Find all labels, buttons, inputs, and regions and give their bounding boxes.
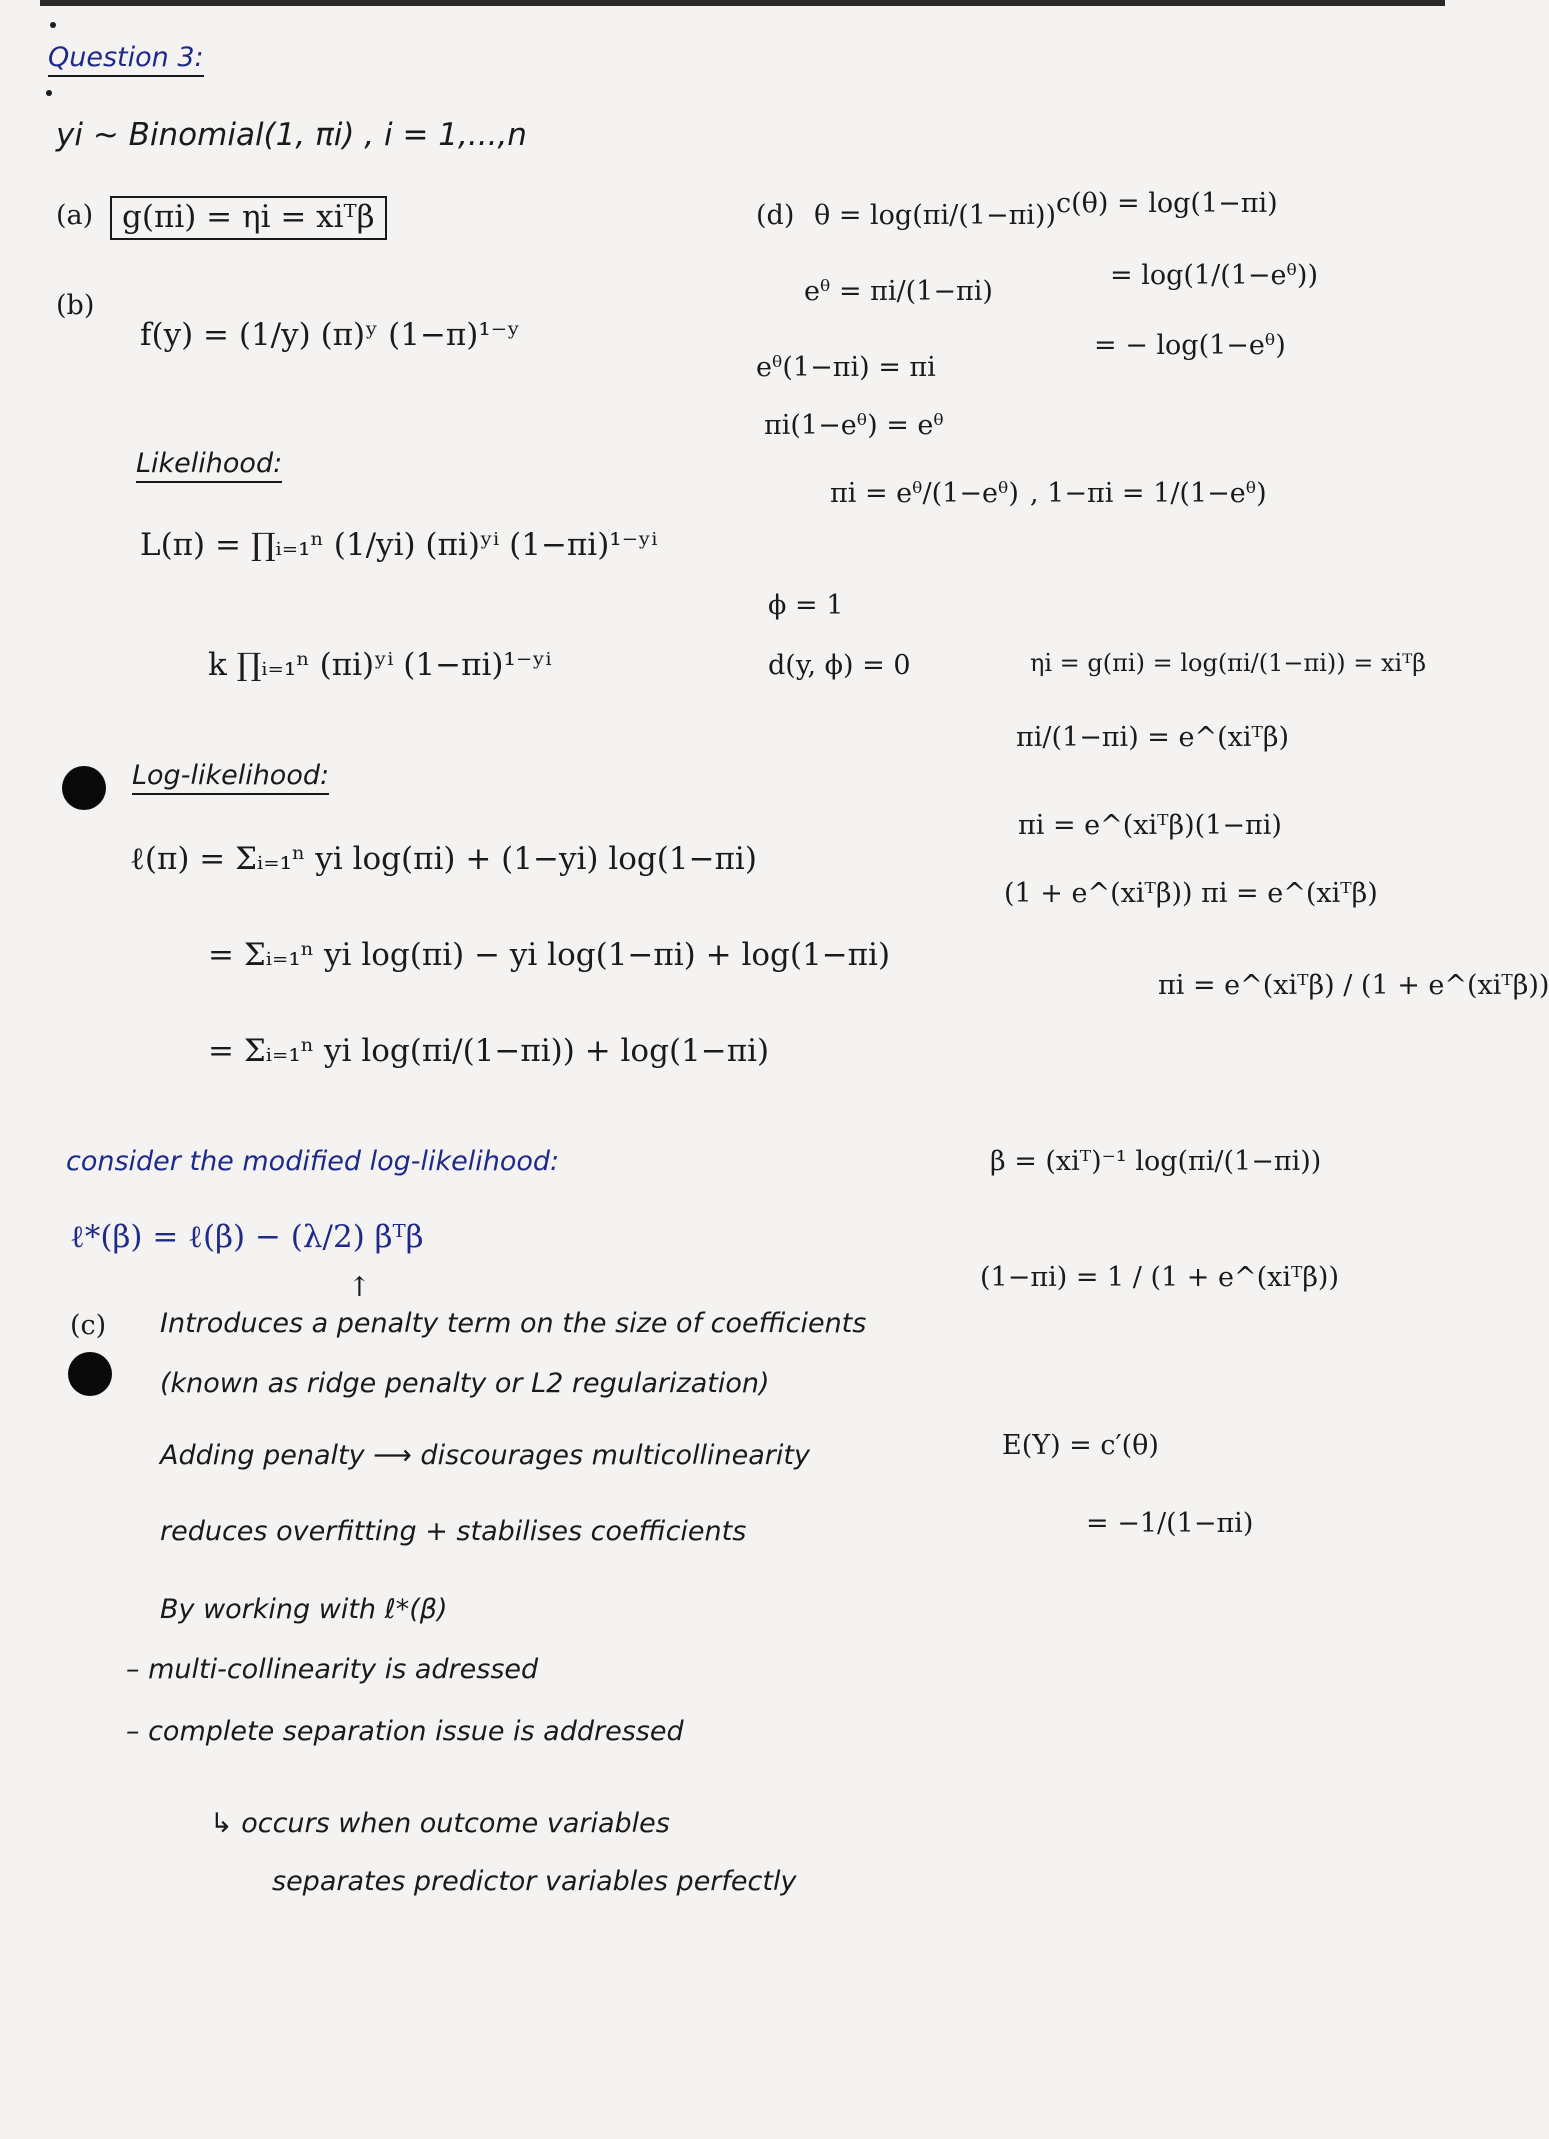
part-c-line-6: – multi-collinearity is adressed [126,1654,539,1685]
part-a-label: (a) [56,200,94,231]
penalty-arrow: ↑ [348,1272,371,1303]
part-c-line-2: (known as ridge penalty or L2 regularization) [160,1368,770,1399]
one-minus-pi-equation: (1−πi) = 1 / (1 + e^(xiᵀβ)) [980,1262,1339,1293]
loglik-heading: Log-likelihood: [132,760,329,795]
part-c-line-5: By working with ℓ*(β) [160,1594,448,1625]
bullet-dot [62,766,106,810]
modified-heading: consider the modified log-likelihood: [66,1146,560,1177]
pmf-equation: f(y) = (1/y) (π)ʸ (1−π)¹⁻ʸ [140,317,521,353]
loglik-eq-3: = Σᵢ₌₁ⁿ yi log(πi/(1−πi)) + log(1−πi) [208,1033,770,1069]
eta-equation: ηi = g(πi) = log(πi/(1−πi)) = xiᵀβ [1030,649,1427,677]
rearrange-4: πi = e^(xiᵀβ) / (1 + e^(xiᵀβ)) [1158,970,1549,1001]
likelihood-eq-2: k ∏ᵢ₌₁ⁿ (πi)ʸⁱ (1−πi)¹⁻ʸⁱ [208,647,552,683]
loglik-eq-2: = Σᵢ₌₁ⁿ yi log(πi) − yi log(1−πi) + log(1−πi) [208,937,891,973]
part-c-line-1: Introduces a penalty term on the size of coefficients [160,1308,867,1339]
rearrange-3: (1 + e^(xiᵀβ)) πi = e^(xiᵀβ) [1004,878,1378,909]
e-theta-eq-2: eᶿ(1−πi) = πi [756,352,936,383]
e-theta-eq-3: πi(1−eᶿ) = eᶿ [764,410,944,441]
part-c-line-7: – complete separation issue is addressed [126,1716,684,1747]
page-title: Question 3: [48,42,204,77]
top-edge-line [40,0,1445,6]
theta-equation: θ = log(πi/(1−πi)) [814,200,1057,231]
beta-equation: β = (xiᵀ)⁻¹ log(πi/(1−πi)) [990,1146,1322,1177]
e-theta-eq-4: πi = eᶿ/(1−eᶿ) [830,478,1019,509]
rearrange-2: πi = e^(xiᵀβ)(1−πi) [1018,810,1282,841]
part-c-line-9: separates predictor variables perfectly [272,1866,797,1897]
bullet-dot [68,1352,112,1396]
d-equation: d(y, ϕ) = 0 [768,650,911,681]
c-theta-step-2: = log(1/(1−eᶿ)) [1110,260,1318,291]
e-theta-eq-1: eᶿ = πi/(1−πi) [804,276,993,307]
part-c-label: (c) [70,1310,107,1341]
part-c-line-4: reduces overfitting + stabilises coefficients [160,1516,747,1547]
part-d-label: (d) [756,200,795,231]
part-c-line-8: ↳ occurs when outcome variables [210,1808,670,1839]
bullet-dot [50,22,56,28]
loglik-eq-1: ℓ(π) = Σᵢ₌₁ⁿ yi log(πi) + (1−yi) log(1−πi) [130,841,757,877]
e-theta-eq-5: , 1−πi = 1/(1−eᶿ) [1030,478,1267,509]
likelihood-eq-1: L(π) = ∏ᵢ₌₁ⁿ (1/yi) (πi)ʸⁱ (1−πi)¹⁻ʸⁱ [140,527,658,563]
modified-equation: ℓ*(β) = ℓ(β) − (λ/2) βᵀβ [70,1219,424,1255]
part-c-line-3: Adding penalty ⟶ discourages multicollinearity [160,1440,810,1471]
model-line: yi ~ Binomial(1, πi) , i = 1,...,n [56,117,527,153]
c-theta-step-3: = − log(1−eᶿ) [1094,330,1286,361]
likelihood-heading: Likelihood: [136,448,282,483]
expectation-equation: E(Y) = c′(θ) [1002,1430,1159,1461]
phi-equation: ϕ = 1 [768,590,844,621]
c-theta-equation: c(θ) = log(1−πi) [1056,188,1278,219]
part-b-label: (b) [56,290,95,321]
bullet-dot [46,90,52,96]
rearrange-1: πi/(1−πi) = e^(xiᵀβ) [1016,722,1289,753]
part-a-equation: g(πi) = ηi = xiᵀβ [110,196,387,240]
expectation-result: = −1/(1−πi) [1086,1508,1254,1539]
